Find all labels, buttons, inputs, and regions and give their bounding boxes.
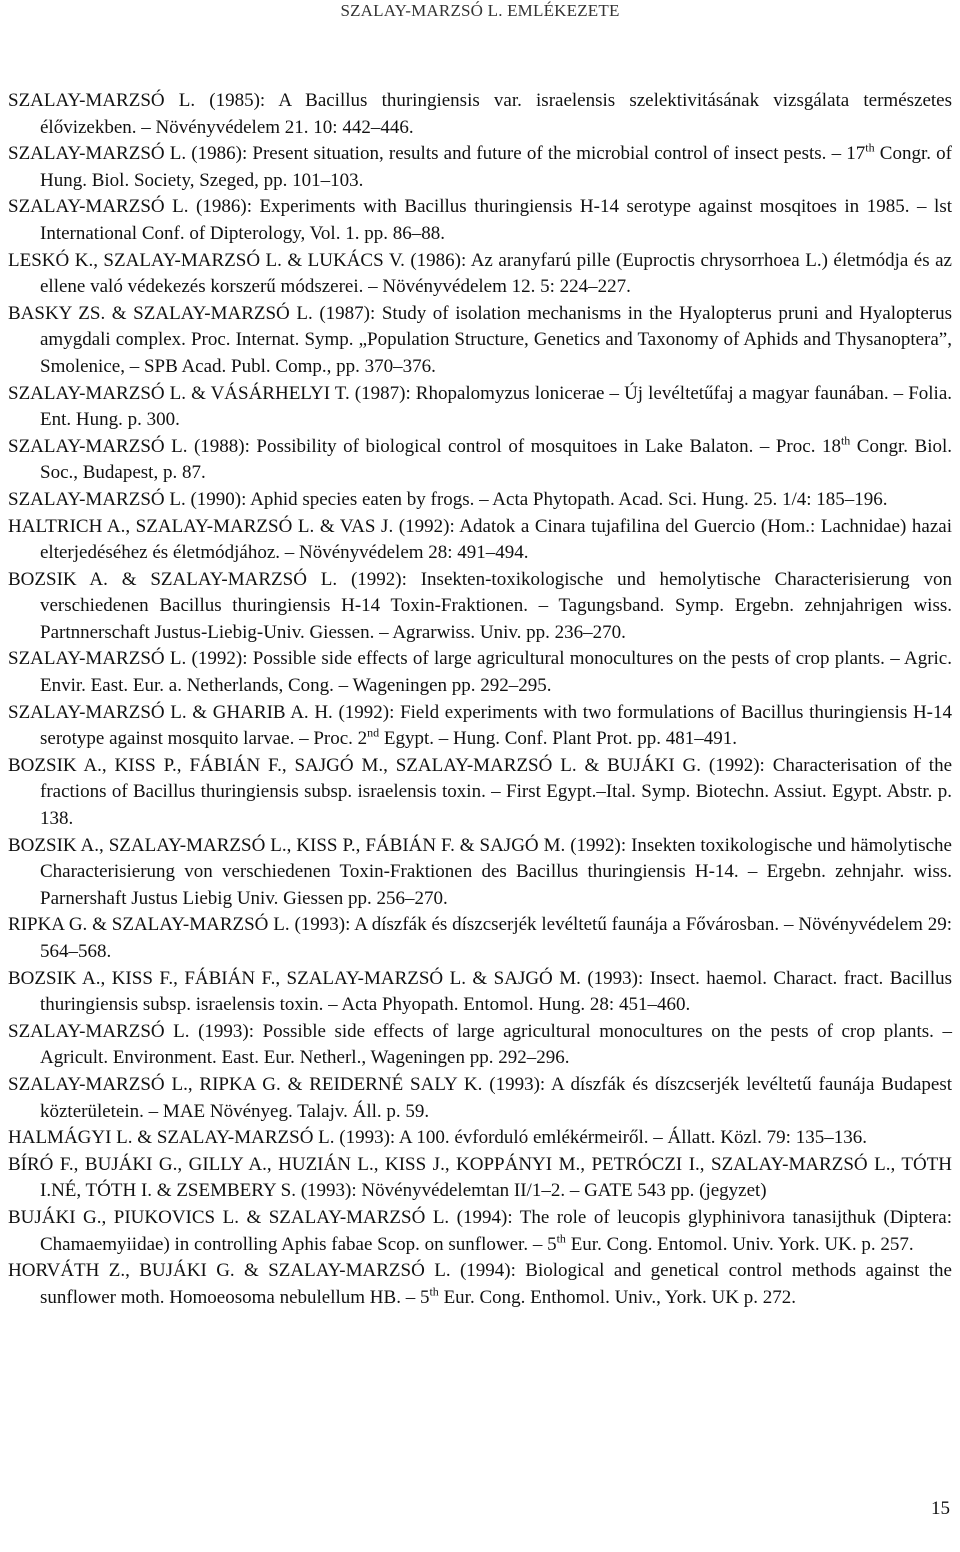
reference-entry	[8, 88, 952, 141]
reference-entry	[8, 833, 952, 913]
reference-entry	[8, 753, 952, 833]
reference-entry	[8, 966, 952, 1019]
reference-entry	[8, 912, 952, 965]
reference-text: LESKÓ K., SZALAY-MARZSÓ L. & LUKÁCS V. (1986): Az aranyfarú pille (Euproctis chrysorrhoea L.) életmódja és az ellene való védekezés korszerű módszerei. – Növényvédelem 12. 5: 224–227.	[8, 249, 952, 298]
reference-entry	[8, 1072, 952, 1125]
reference-text: SZALAY-MARZSÓ L., RIPKA G. & REIDERNÉ SALY K. (1993): A díszfák és díszcserjék levéltetű faunája Budapest közterületein. – MAE Növényeg. Talajv. Áll. p. 59.	[8, 1073, 952, 1122]
reference-text: SZALAY-MARZSÓ L. (1985): A Bacillus thuringiensis var. israelensis szelektivitásának vizsgálata természetes élővizekben. – Növényvédelem 21. 10: 442–446.	[8, 90, 952, 138]
reference-text: SZALAY-MARZSÓ L. (1990): Aphid species eaten by frogs. – Acta Phytopath. Acad. Sci. Hung. 25. 1/4: 185–196.	[8, 488, 888, 510]
reference-entry	[8, 248, 952, 301]
reference-entry	[8, 141, 952, 194]
reference-superscript: nd	[367, 725, 380, 740]
reference-text: BOZSIK A., SZALAY-MARZSÓ L., KISS P., FÁBIÁN F. & SAJGÓ M. (1992): Insekten toxikologische und hämolytische Characterisierung von verschiedenen Toxin-Fraktionen des Bacillus thuringiensis H-14. – Ergebn. zehnjahr. wiss. Parnershaft Justus Liebig Univ. Giessen pp. 256–270.	[8, 834, 952, 909]
page-number: 15	[931, 1498, 950, 1519]
reference-entry	[8, 1205, 952, 1258]
reference-entry	[8, 1125, 952, 1152]
reference-text-tail: Congr. Biol. Soc., Budapest, p. 87.	[40, 435, 952, 484]
reference-text-tail: Eur. Cong. Enthomol. Univ., York. UK p. 272.	[438, 1286, 796, 1308]
reference-list	[8, 88, 952, 1311]
reference-text: SZALAY-MARZSÓ L. (1986): Present situation, results and future of the microbial control of insect pests. – 17	[8, 143, 866, 165]
reference-text: SZALAY-MARZSÓ L. (1986): Experiments with Bacillus thuringiensis H-14 serotype against mosqitoes in 1985. – lst International Conf. of Dipterology, Vol. 1. pp. 86–88.	[8, 196, 952, 244]
reference-entry	[8, 381, 952, 434]
reference-entry	[8, 700, 952, 753]
reference-entry	[8, 1152, 952, 1205]
reference-text: BÍRÓ F., BUJÁKI G., GILLY A., HUZIÁN L., KISS J., KOPPÁNYI M., PETRÓCZI I., SZALAY-MARZSÓ L., TÓTH I.NÉ, TÓTH I. & ZSEMBERY S. (1993): Növényvédelemtan II/1–2. – GATE 543 pp. (jegyzet)	[8, 1153, 952, 1202]
reference-entry	[8, 194, 952, 247]
reference-superscript: th	[865, 140, 875, 155]
reference-superscript: th	[429, 1284, 439, 1299]
reference-text: RIPKA G. & SZALAY-MARZSÓ L. (1993): A díszfák és díszcserjék levéltetű faunája a Fővárosban. – Növényvédelem 29: 564–568.	[8, 914, 952, 962]
reference-entry	[8, 434, 952, 487]
reference-superscript: th	[840, 433, 851, 448]
reference-text: SZALAY-MARZSÓ L. & VÁSÁRHELYI T. (1987): Rhopalomyzus lonicerae – Új levéltetűfaj a magyar faunában. – Folia. Ent. Hung. p. 300.	[8, 382, 952, 431]
reference-entry	[8, 1258, 952, 1311]
reference-superscript: th	[556, 1231, 566, 1246]
running-header: SZALAY-MARZSÓ L. EMLÉKEZETE	[340, 1, 620, 20]
reference-text-tail: Eur. Cong. Entomol. Univ. York. UK. p. 257.	[565, 1233, 914, 1255]
reference-text-tail: Congr. of Hung. Biol. Society, Szeged, pp. 101–103.	[40, 143, 953, 191]
reference-entry	[8, 646, 952, 699]
reference-entry	[8, 567, 952, 647]
reference-text: BOZSIK A. & SZALAY-MARZSÓ L. (1992): Insekten-toxikologische und hemolytische Characterisierung von verschiedenen Bacillus thuringiensis H-14 Toxin-Fraktionen. – Tagungsband. Symp. Ergebn. zehnjahrigen wiss. Partnnerschaft Justus-Liebig-Univ. Giessen. – Agrarwiss. Univ. pp. 236–270.	[8, 568, 952, 643]
reference-entry	[8, 1019, 952, 1072]
reference-text-tail: Egypt. – Hung. Conf. Plant Prot. pp. 481–491.	[379, 728, 737, 750]
reference-text: SZALAY-MARZSÓ L. & GHARIB A. H. (1992): Field experiments with two formulations of Bacillus thuringiensis H-14 serotype against mosquito larvae. – Proc. 2	[8, 701, 952, 750]
reference-text: BOZSIK A., KISS F., FÁBIÁN F., SZALAY-MARZSÓ L. & SAJGÓ M. (1993): Insect. haemol. Charact. fract. Bacillus thuringiensis subsp. israelensis toxin. – Acta Phyopath. Entomol. Hung. 28: 451–460.	[8, 967, 952, 1016]
reference-text: HALTRICH A., SZALAY-MARZSÓ L. & VAS J. (1992): Adatok a Cinara tujafilina del Guercio (Hom.: Lachnidae) hazai elterjedéséhez és életmódjához. – Növényvédelem 28: 491–494.	[8, 515, 952, 564]
reference-text: SZALAY-MARZSÓ L. (1988): Possibility of biological control of mosquitoes in Lake Balaton. – Proc. 18	[8, 435, 841, 457]
reference-entry	[8, 301, 952, 381]
reference-entry	[8, 487, 952, 514]
reference-entry	[8, 514, 952, 567]
reference-text: SZALAY-MARZSÓ L. (1992): Possible side effects of large agricultural monocultures on the pests of crop plants. – Agric. Envir. East. Eur. a. Netherlands, Cong. – Wageningen pp. 292–295.	[8, 648, 952, 697]
reference-text: BUJÁKI G., PIUKOVICS L. & SZALAY-MARZSÓ L. (1994): The role of leucopis glyphinivora tanasijthuk (Diptera: Chamaemyiidae) in controlling Aphis fabae Scop. on sunflower. – 5	[8, 1206, 952, 1255]
reference-text: BASKY ZS. & SZALAY-MARZSÓ L. (1987): Study of isolation mechanisms in the Hyalopterus pruni and Hyalopterus amygdali complex. Proc. Internat. Symp. „Population Structure, Genetics and Taxonomy of Aphids and Thysanoptera”, Smolenice, – SPB Acad. Publ. Comp., pp. 370–376.	[8, 302, 952, 377]
reference-text: SZALAY-MARZSÓ L. (1993): Possible side effects of large agricultural monocultures on the pests of crop plants. – Agricult. Environment. East. Eur. Netherl., Wageningen pp. 292–296.	[8, 1020, 952, 1069]
reference-text: BOZSIK A., KISS P., FÁBIÁN F., SAJGÓ M., SZALAY-MARZSÓ L. & BUJÁKI G. (1992): Characterisation of the fractions of Bacillus thuringiensis subsp. israelensis toxin. – First Egypt.–Ital. Symp. Biotechn. Assiut. Egypt. Abstr. p. 138.	[8, 754, 952, 830]
reference-text: HALMÁGYI L. & SZALAY-MARZSÓ L. (1993): A 100. évforduló emlékérmeiről. – Állatt. Közl. 79: 135–136.	[8, 1127, 867, 1149]
reference-text: HORVÁTH Z., BUJÁKI G. & SZALAY-MARZSÓ L. (1994): Biological and genetical control methods against the sunflower moth. Homoeosoma nebulellum HB. – 5	[8, 1260, 952, 1308]
